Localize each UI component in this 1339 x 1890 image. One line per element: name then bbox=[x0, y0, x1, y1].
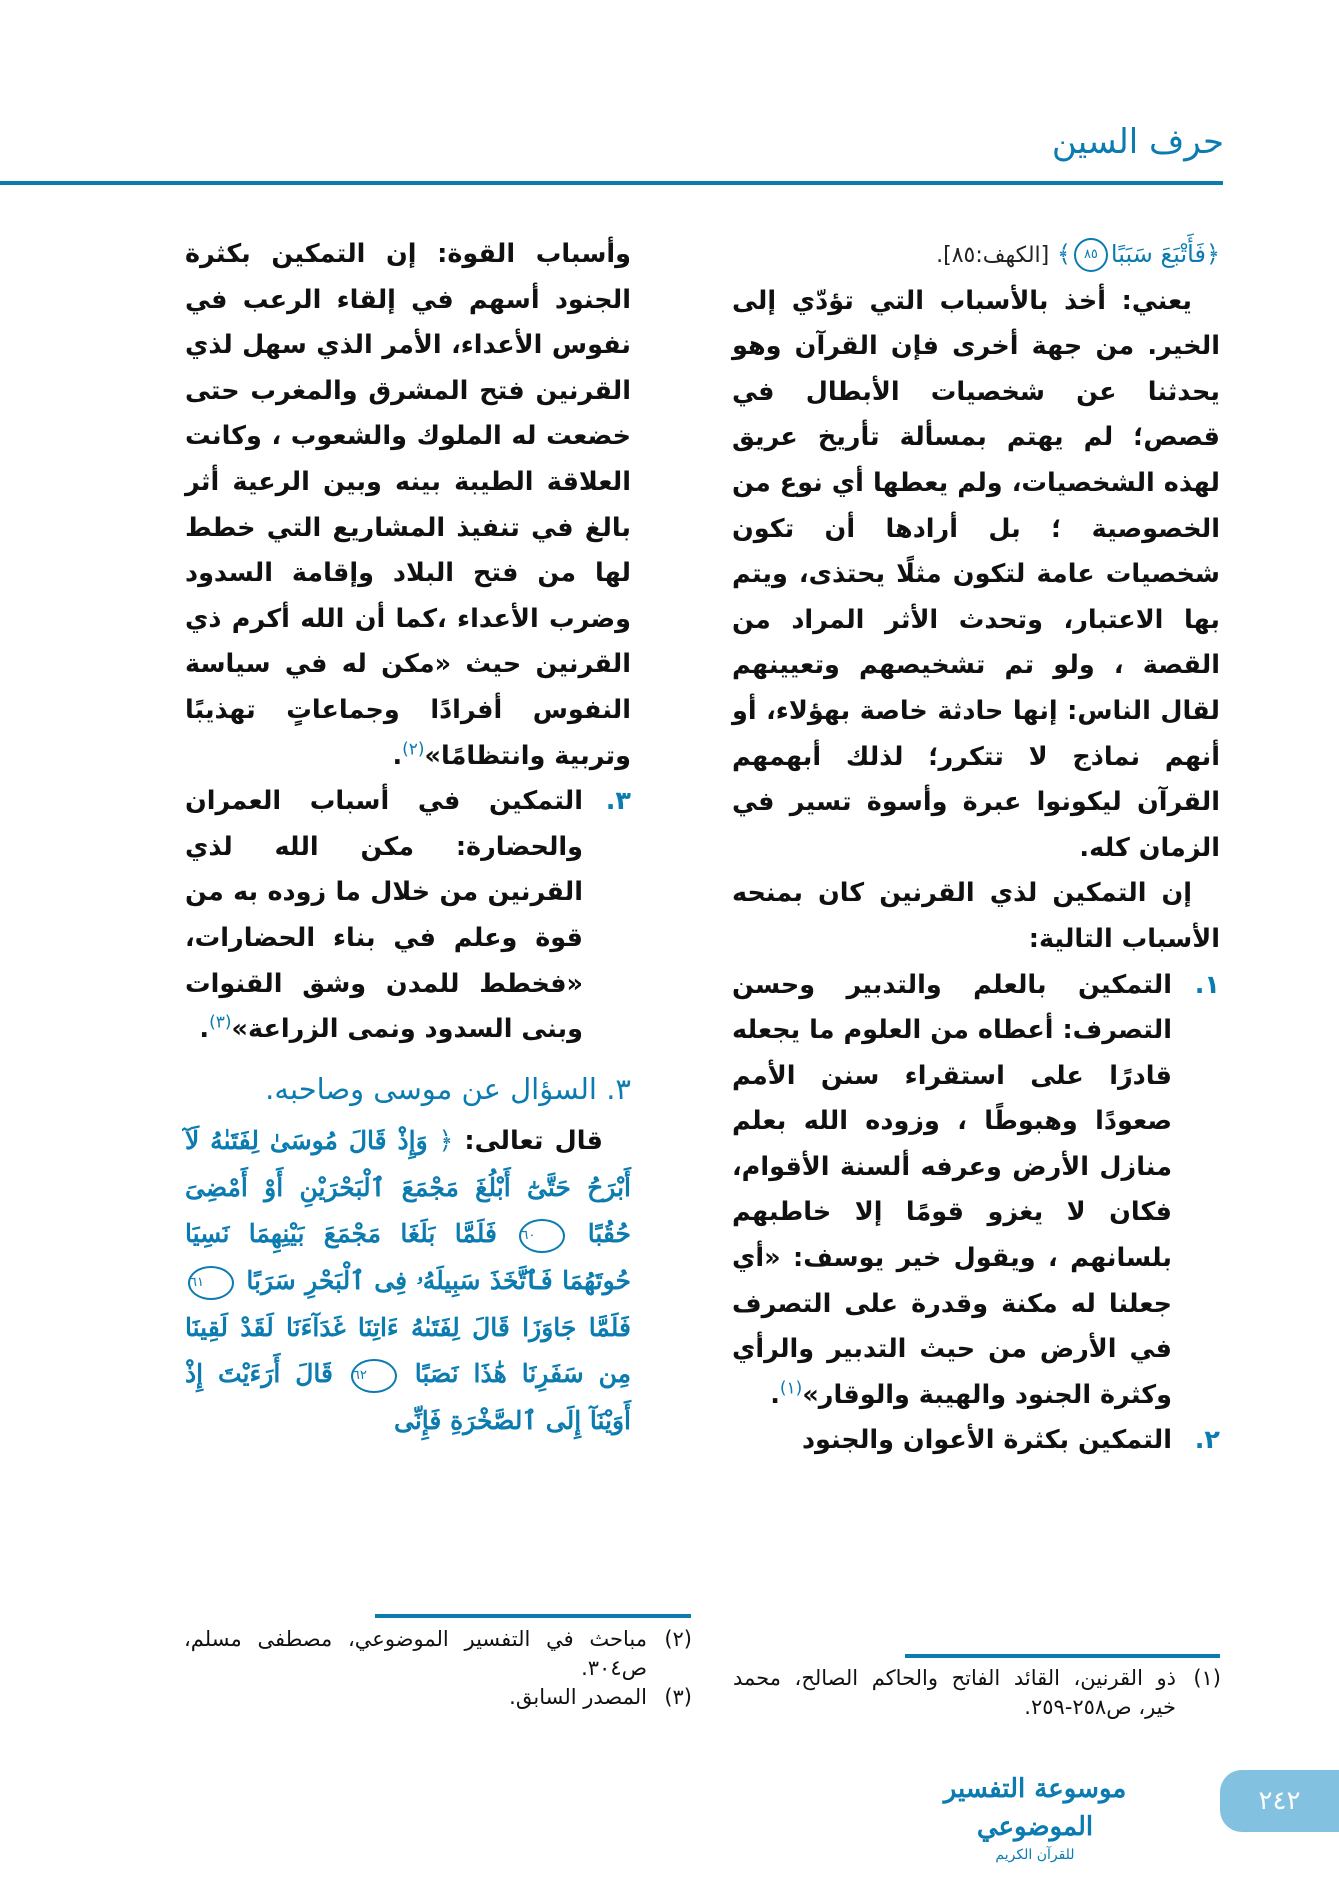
paragraph-text: وأسباب القوة: إن التمكين بكثرة الجنود أسهم في إلقاء الرعب في نفوس الأعداء، الأمر الذي سهل لذي القرنين فتح المشرق والمغرب حتى خضعت له الملوك والشعوب ، وكانت العلاقة الطيبة بينه وبين الرعية أثر بالغ في تنفيذ المشاريع التي خطط لها من فتح البلاد وإقامة السدود وضرب الأعداء ،كما أن الله أكرم ذي القرنين حيث «مكن له في سياسة النفوس أفرادًا وجماعاتٍ تهذيبًا وتربية وانتظامًا» bbox=[185, 239, 631, 771]
header-divider bbox=[0, 181, 1223, 185]
footnote-number: (٢) bbox=[664, 1627, 692, 1651]
logo-main-text: موسوعة التفسير الموضوعي bbox=[943, 1774, 1127, 1842]
footnote bbox=[184, 1625, 692, 1683]
quran-segment: وَإِذْ قَالَ مُوسَىٰ لِفَتَىٰهُ لَآ أَبْرَحُ حَتَّىٰٓ أَبْلُغَ مَجْمَعَ ٱلْبَحْرَيْنِ أَوْ أَمْضِىَ حُقُبًا bbox=[185, 1126, 631, 1249]
quran-segment: فَلَمَّا بَلَغَا مَجْمَعَ بَيْنِهِمَا نَسِيَا حُوتَهُمَا فَٱتَّخَذَ سَبِيلَهُۥ فِى ٱلْبَحْرِ سَرَبًا bbox=[185, 1219, 631, 1296]
footnote-ref[interactable]: (٢) bbox=[402, 739, 425, 760]
verse-reference: [الكهف:٨٥]. bbox=[936, 243, 1050, 268]
ayah-number-badge: ٦١ bbox=[188, 1266, 234, 1300]
footnote-text: مباحث في التفسير الموضوعي، مصطفى مسلم، ص٣٠٤. bbox=[184, 1627, 647, 1680]
right-column bbox=[732, 232, 1220, 1464]
ornate-bracket-open-icon: ﴿ bbox=[438, 1126, 454, 1156]
verse-text: فَأَتْبَعَ سَبَبًا bbox=[1110, 240, 1206, 268]
quran-passage bbox=[185, 1118, 631, 1444]
list-item-1 bbox=[732, 963, 1220, 1419]
period: . bbox=[392, 740, 403, 771]
quran-segment: فَلَمَّا جَاوَزَا قَالَ لِفَتَىٰهُ ءَاتِنَا غَدَآءَنَا لَقَدْ لَقِينَا مِن سَفَرِنَا هَٰذَا نَصَبًا bbox=[185, 1312, 632, 1389]
ayah-number-badge: ٦٢ bbox=[351, 1359, 397, 1393]
ornate-bracket-close-icon: ﴾ bbox=[1056, 240, 1071, 268]
section-subheading: ٣. السؤال عن موسى وصاحبه. bbox=[265, 1071, 631, 1106]
list-number: ١. bbox=[1194, 969, 1220, 1000]
list-number: ٢. bbox=[1194, 1425, 1220, 1456]
footnote-number: (٣) bbox=[664, 1685, 692, 1709]
footnotes-right bbox=[733, 1664, 1221, 1722]
list-number: ٣. bbox=[605, 786, 631, 817]
period: . bbox=[199, 1014, 210, 1045]
chapter-title: حرف السين bbox=[1051, 122, 1224, 162]
footnotes-left bbox=[184, 1625, 692, 1712]
encyclopedia-logo bbox=[930, 1770, 1140, 1863]
verse-quote-line bbox=[732, 232, 1220, 279]
page-number-badge: ٢٤٢ bbox=[1220, 1770, 1339, 1832]
intro-text: قال تعالى: bbox=[464, 1126, 603, 1157]
footnote-number: (١) bbox=[1193, 1666, 1221, 1690]
ayah-number-badge: ٦٠ bbox=[519, 1219, 565, 1253]
footnote bbox=[733, 1664, 1221, 1722]
list-text: التمكين بالعلم والتدبير وحسن التصرف: أعطاه من العلوم ما يجعله قادرًا على استقراء سنن الأمم صعودًا وهبوطًا ، وزوده الله بعلم منازل الأرض وعرفه ألسنة الأقوام، فكان لا يغزو قومًا إلا خاطبهم بلسانهم ، ويقول خير يوسف: «أي جعلنا له مكنة وقدرة على التصرف في الأرض من حيث التدبير والرأي وكثرة الجنود والهيبة والوقار» bbox=[732, 969, 1172, 1410]
ayah-number-badge: ٨٥ bbox=[1074, 238, 1108, 272]
quran-text bbox=[185, 1126, 631, 1435]
footnote-ref[interactable]: (١) bbox=[779, 1378, 803, 1399]
logo-sub-text: للقرآن الكريم bbox=[995, 1847, 1075, 1863]
footnote-divider bbox=[905, 1654, 1220, 1658]
body-paragraph: إن التمكين لذي القرنين كان بمنحه الأسباب التالية: bbox=[732, 878, 1220, 954]
body-paragraph: يعني: أخذ بالأسباب التي تؤدّي إلى الخير. من جهة أخرى فإن القرآن وهو يحدثنا عن شخصيات الأبطال في قصص؛ لم يهتم بمسألة تأريخ عريق لهذه الشخصيات، ولم يعطها أي نوع من الخصوصية ؛ بل أرادها أن تكون شخصيات عامة لتكون مثلًا يحتذى، ويتم بها الاعتبار، وتحدث الأثر المراد من القصة ، ولو تم تشخيصهم وتعيينهم لقال الناس: إنها حادثة خاصة بهؤلاء، أو أنهم نماذج لا تتكرر؛ لذلك أبهمهم القرآن ليكونوا عبرة وأسوة تسير في الزمان كله. bbox=[732, 285, 1220, 863]
body-paragraph bbox=[185, 232, 631, 779]
list-text: التمكين في أسباب العمران والحضارة: مكن الله لذي القرنين من خلال ما زوده به من قوة وعلم في بناء الحضارات، «فخطط للمدن وشق القنوات وبنى السدود ونمى الزراعة» bbox=[185, 786, 583, 1045]
ornate-bracket-open-icon: ﴿ bbox=[1205, 240, 1220, 268]
footnote-text: ذو القرنين، القائد الفاتح والحاكم الصالح، محمد خير، ص٢٥٨-٢٥٩. bbox=[733, 1666, 1176, 1719]
footnote-divider bbox=[375, 1614, 691, 1618]
list-item-3 bbox=[185, 779, 631, 1053]
period: . bbox=[770, 1379, 780, 1410]
list-text: التمكين بكثرة الأعوان والجنود bbox=[801, 1425, 1172, 1456]
quran-verse bbox=[1049, 240, 1220, 268]
footnote-ref[interactable]: (٣) bbox=[209, 1012, 232, 1033]
footnote-text: المصدر السابق. bbox=[509, 1685, 647, 1709]
footnote bbox=[184, 1683, 692, 1712]
quran-segment: قَالَ أَرَءَيْتَ إِذْ أَوَيْنَآ إِلَى ٱلصَّخْرَةِ فَإِنِّى bbox=[185, 1359, 631, 1435]
left-column bbox=[185, 232, 631, 1444]
list-item-2 bbox=[732, 1418, 1220, 1464]
